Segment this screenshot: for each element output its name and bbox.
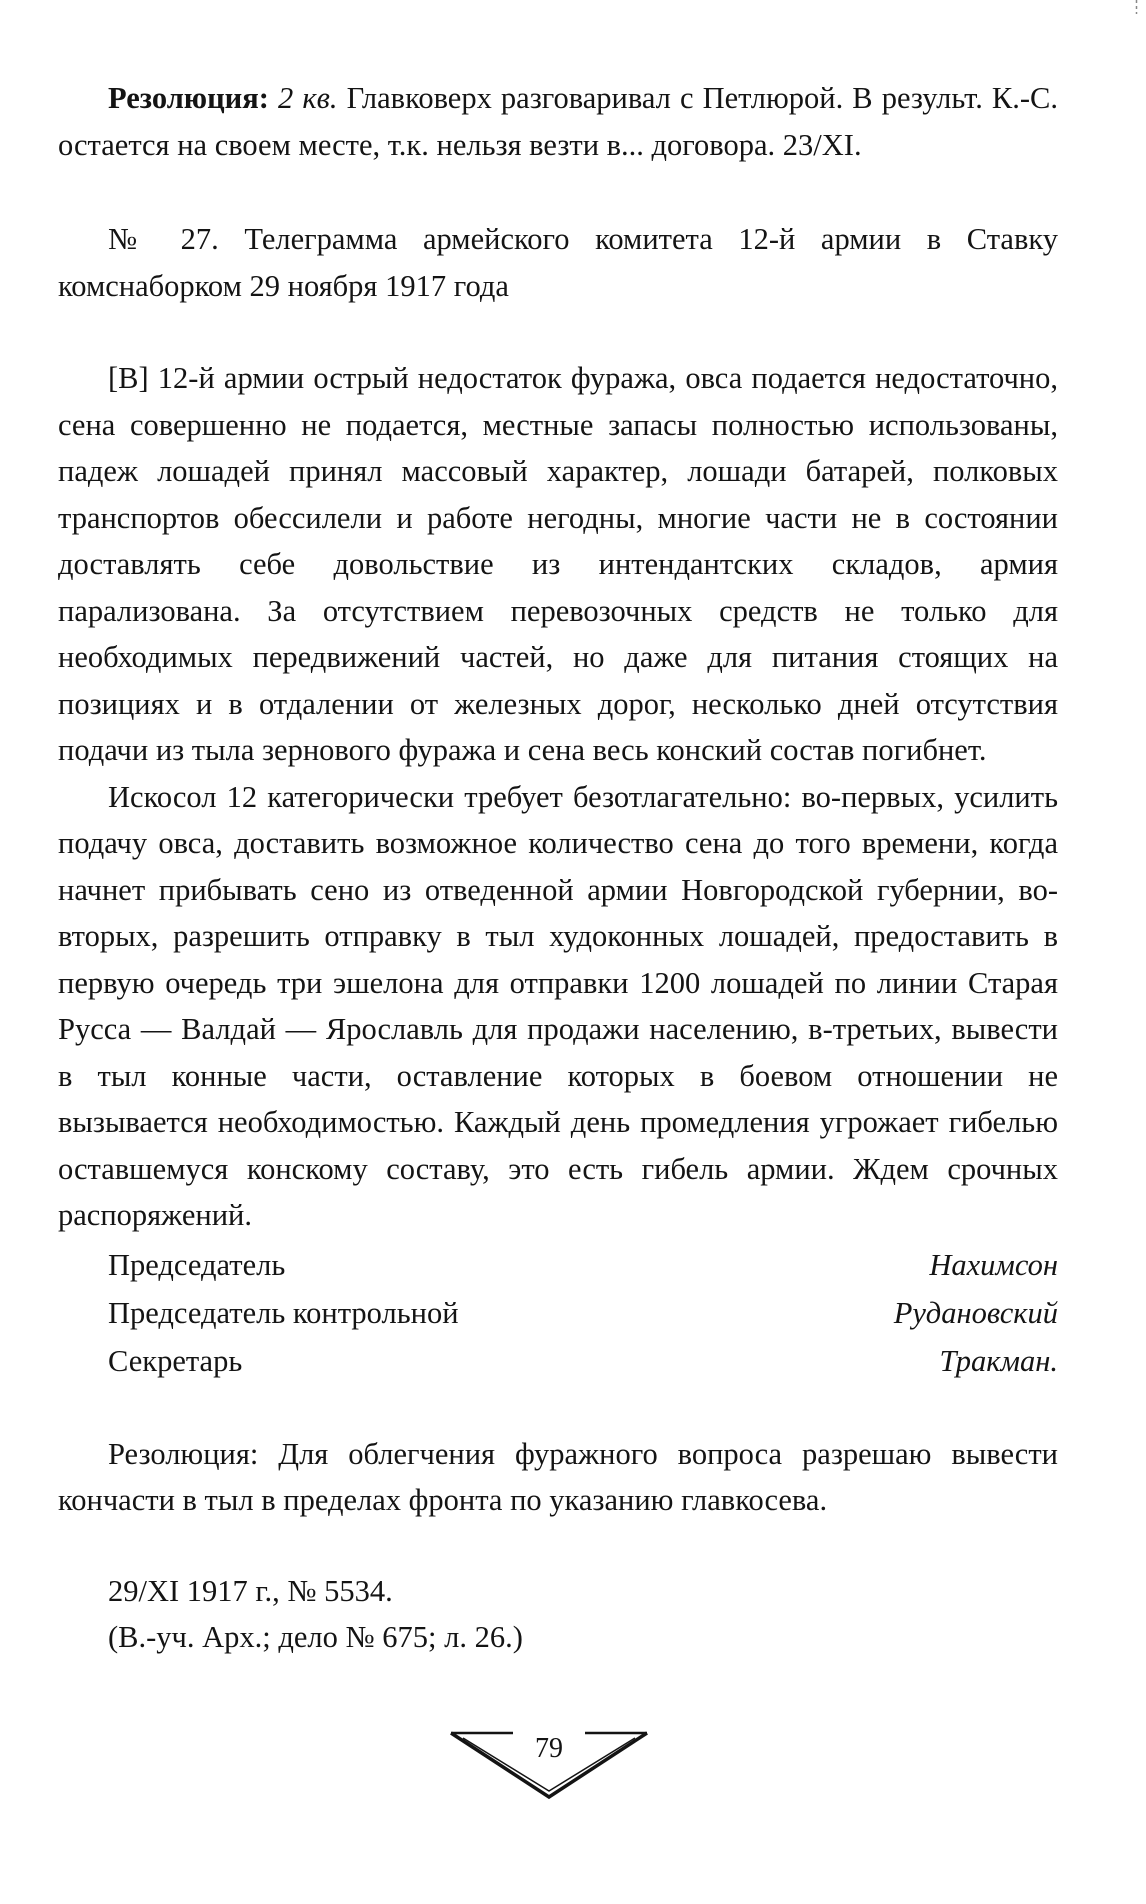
page-number: 79	[535, 1733, 563, 1764]
scan-edge-mark	[1135, 0, 1138, 90]
signature-name: Рудановский	[893, 1295, 1058, 1330]
resolution-1-text: Главковерх разговаривал с Петлюрой. В результ. К.-С. остается на своем месте, т.к. нельзя везти в... договора. 23/XI.	[58, 81, 1058, 162]
page-content	[58, 75, 1058, 1661]
signature-block	[58, 1241, 1058, 1385]
reference-archive: (В.-уч. Арх.; дело № 675; л. 26.)	[108, 1620, 523, 1654]
document-paragraph-1: [В] 12-й армии острый недостаток фуража, овса подается недостаточно, сена совершенно не подается, местные запасы полностью использованы, падеж лошадей принял массовый характер, лошади батарей, полковых транспортов обессилели и работе негодны, многие части не в состоянии доставлять себе довольствие из интендантских складов, армия парализована. За отсутствием перевозочных средств не только для необходимых передвижений частей, но даже для питания стоящих на позициях и в отдалении от железных дорог, несколько дней отсутствия подачи из тыла зернового фуража и сена весь конский состав погибнет.	[58, 361, 1058, 767]
resolution-1-label: Резолюция:	[108, 81, 269, 115]
signature-row	[108, 1337, 1058, 1385]
signature-name: Тракман.	[939, 1343, 1058, 1378]
signature-row	[108, 1241, 1058, 1289]
resolution-1-qualifier: 2 кв.	[278, 81, 338, 115]
signature-row	[108, 1289, 1058, 1337]
signature-title: Секретарь	[108, 1343, 243, 1378]
signature-title: Председатель контрольной	[108, 1295, 459, 1330]
document-heading: № 27. Телеграмма армейского комитета 12-й армии в Ставку комснаборком 29 ноября 1917 года	[58, 222, 1058, 303]
document-paragraph-2: Искосол 12 категорически требует безотлагательно: во-первых, усилить подачу овса, доставить возможное количество сена до того времени, когда начнет прибывать сено из отведенной армии Новгородской губернии, во-вторых, разрешить отправку в тыл худоконных лошадей, предоставить в первую очередь три эшелона для отправки 1200 лошадей по линии Старая Русса — Валдай — Ярославль для продажи населению, в-третьих, вывести в тыл конные части, оставление которых в боевом отношении не вызывается необходимостью. Каждый день промедления угрожает гибелью оставшемуся конскому составу, это есть гибель армии. Ждем срочных распоряжений.	[58, 779, 1058, 1232]
reference-date-number: 29/XI 1917 г., № 5534.	[108, 1573, 393, 1608]
signature-title: Председатель	[108, 1247, 286, 1282]
page-number-marker	[449, 1729, 649, 1801]
resolution-2: Резолюция: Для облегчения фуражного вопроса разрешаю вывести кончасти в тыл в пределах фронта по указанию главкосева.	[58, 1436, 1058, 1517]
resolution-1	[58, 75, 1058, 168]
signature-name: Нахимсон	[929, 1247, 1058, 1282]
